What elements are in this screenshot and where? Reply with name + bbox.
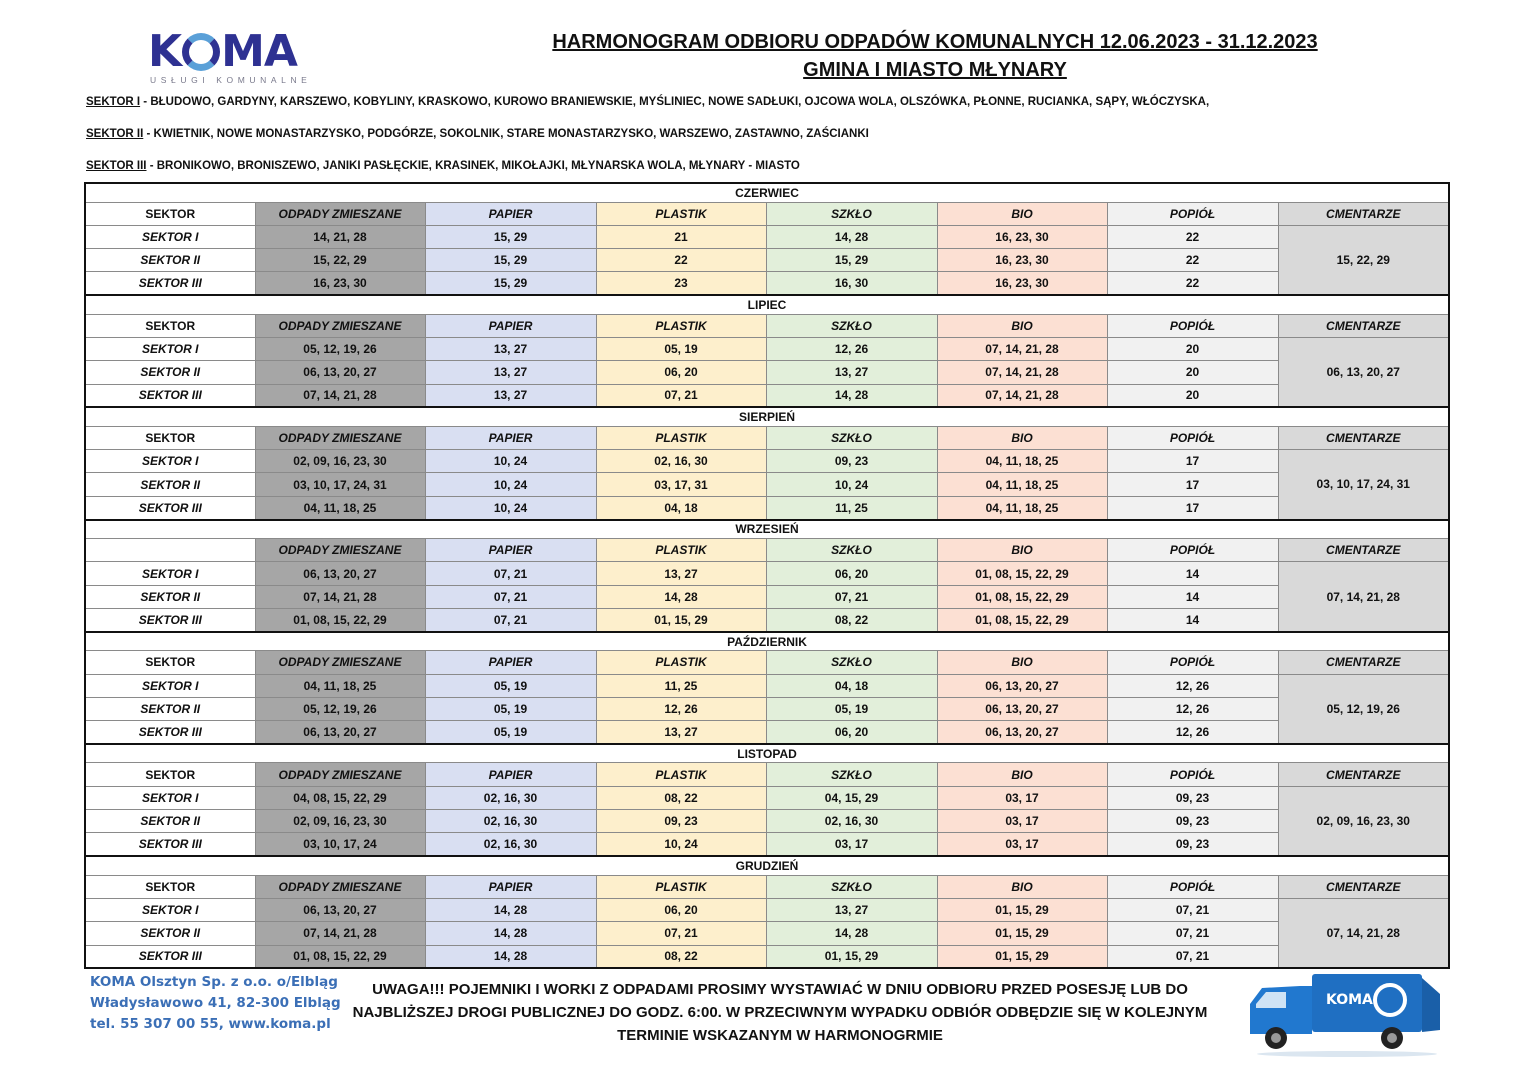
- cell-papier: 10, 24: [425, 450, 596, 473]
- cell-papier: 14, 28: [425, 898, 596, 921]
- month-name: PAŹDZIERNIK: [85, 632, 1449, 651]
- title-line-2: GMINA I MIASTO MŁYNARY: [803, 59, 1067, 81]
- column-header-papier: PAPIER: [425, 875, 596, 898]
- cell-papier: 13, 27: [425, 384, 596, 407]
- cell-odpady-zmieszane: 07, 14, 21, 28: [255, 922, 425, 945]
- cell-popiol: 20: [1107, 361, 1278, 384]
- row-label-sector: SEKTOR III: [85, 272, 255, 295]
- cell-szklo: 16, 30: [766, 272, 937, 295]
- sector-description: [86, 126, 1209, 158]
- cell-odpady-zmieszane: 06, 13, 20, 27: [255, 721, 425, 744]
- month-header-row: [85, 407, 1449, 426]
- cell-bio: 03, 17: [937, 786, 1107, 809]
- row-label-sector: SEKTOR III: [85, 384, 255, 407]
- collection-notice: UWAGA!!! POJEMNIKI I WORKI Z ODPADAMI PROSIMY WYSTAWIAĆ W DNIU ODBIORU PRZED POSESJĘ LUB DO NAJBLIŻSZEJ DROGI PUBLICZNEJ DO GODZ. 6:00. W PRZECIWNYM WYPADKU ODBIÓR ODBĘDZIE SIĘ W KOLEJNYM TERMINIE WSKAZANYM W HARMONOGRMIE: [352, 981, 1208, 1044]
- cell-odpady-zmieszane: 01, 08, 15, 22, 29: [255, 608, 425, 631]
- cell-popiol: 12, 26: [1107, 697, 1278, 720]
- cell-popiol: 20: [1107, 384, 1278, 407]
- cell-cmentarze: 05, 12, 19, 26: [1278, 674, 1449, 744]
- cell-bio: 16, 23, 30: [937, 272, 1107, 295]
- column-header-bio: BIO: [937, 539, 1107, 562]
- cell-cmentarze: 07, 14, 21, 28: [1278, 898, 1449, 968]
- month-header-row: [85, 744, 1449, 763]
- cell-papier: 07, 21: [425, 585, 596, 608]
- cell-bio: 06, 13, 20, 27: [937, 674, 1107, 697]
- wheel-hub: [1271, 1033, 1281, 1043]
- garbage-truck-image: [1242, 964, 1447, 1059]
- cell-bio: 04, 11, 18, 25: [937, 496, 1107, 519]
- column-header-papier: PAPIER: [425, 202, 596, 225]
- row-label-sector: SEKTOR III: [85, 833, 255, 856]
- cell-papier: 05, 19: [425, 721, 596, 744]
- sector-places: - BRONIKOWO, BRONISZEWO, JANIKI PASŁĘCKIE, KRASINEK, MIKOŁAJKI, MŁYNARSKA WOLA, MŁYNARY - MIASTO: [146, 160, 800, 172]
- cell-odpady-zmieszane: 01, 08, 15, 22, 29: [255, 945, 425, 968]
- cell-odpady-zmieszane: 15, 22, 29: [255, 249, 425, 272]
- month-header-row: [85, 295, 1449, 314]
- title-line-1: HARMONOGRAM ODBIORU ODPADÓW KOMUNALNYCH 12.06.2023 - 31.12.2023: [552, 31, 1318, 53]
- month-block: [85, 520, 1449, 632]
- cell-bio: 07, 14, 21, 28: [937, 384, 1107, 407]
- table-row: [85, 384, 1449, 407]
- column-header-bio: BIO: [937, 763, 1107, 786]
- cell-papier: 15, 29: [425, 272, 596, 295]
- row-label-sector: SEKTOR III: [85, 945, 255, 968]
- table-row: [85, 249, 1449, 272]
- month-name: LIPIEC: [85, 295, 1449, 314]
- cell-bio: 01, 15, 29: [937, 898, 1107, 921]
- cell-szklo: 15, 29: [766, 249, 937, 272]
- cell-bio: 06, 13, 20, 27: [937, 721, 1107, 744]
- column-header-sektor: SEKTOR: [85, 314, 255, 337]
- cell-popiol: 20: [1107, 337, 1278, 360]
- table-row: [85, 361, 1449, 384]
- column-header-cmentarze: CMENTARZE: [1278, 763, 1449, 786]
- cell-odpady-zmieszane: 04, 11, 18, 25: [255, 674, 425, 697]
- column-header-bio: BIO: [937, 651, 1107, 674]
- cell-szklo: 02, 16, 30: [766, 810, 937, 833]
- cell-odpady-zmieszane: 06, 13, 20, 27: [255, 898, 425, 921]
- truck-rear: [1422, 978, 1440, 1032]
- koma-logo: [148, 26, 333, 85]
- cell-papier: 15, 29: [425, 225, 596, 248]
- logo-letters-k: K: [148, 26, 182, 77]
- cell-bio: 01, 08, 15, 22, 29: [937, 562, 1107, 585]
- column-header-popiol: POPIÓŁ: [1107, 763, 1278, 786]
- month-name: WRZESIEŃ: [85, 520, 1449, 539]
- cell-plastik: 07, 21: [596, 384, 766, 407]
- column-header-plastik: PLASTIK: [596, 539, 766, 562]
- column-header-row: [85, 314, 1449, 337]
- column-header-odpady-zmieszane: ODPADY ZMIESZANE: [255, 763, 425, 786]
- column-header-bio: BIO: [937, 202, 1107, 225]
- cell-papier: 10, 24: [425, 473, 596, 496]
- cell-szklo: 08, 22: [766, 608, 937, 631]
- column-header-odpady-zmieszane: ODPADY ZMIESZANE: [255, 875, 425, 898]
- table-row: [85, 721, 1449, 744]
- cell-bio: 01, 15, 29: [937, 922, 1107, 945]
- cell-plastik: 07, 21: [596, 922, 766, 945]
- table-row: [85, 585, 1449, 608]
- cell-plastik: 01, 15, 29: [596, 608, 766, 631]
- cell-bio: 04, 11, 18, 25: [937, 473, 1107, 496]
- column-header-cmentarze: CMENTARZE: [1278, 875, 1449, 898]
- cell-popiol: 09, 23: [1107, 810, 1278, 833]
- row-label-sector: SEKTOR II: [85, 473, 255, 496]
- table-row: [85, 225, 1449, 248]
- column-header-odpady-zmieszane: ODPADY ZMIESZANE: [255, 651, 425, 674]
- row-label-sector: SEKTOR II: [85, 361, 255, 384]
- column-header-szklo: SZKŁO: [766, 539, 937, 562]
- column-header-szklo: SZKŁO: [766, 651, 937, 674]
- table-row: [85, 608, 1449, 631]
- column-header-popiol: POPIÓŁ: [1107, 875, 1278, 898]
- cell-plastik: 22: [596, 249, 766, 272]
- cell-odpady-zmieszane: 14, 21, 28: [255, 225, 425, 248]
- column-header-sektor: SEKTOR: [85, 651, 255, 674]
- month-block: [85, 856, 1449, 968]
- cell-popiol: 14: [1107, 585, 1278, 608]
- cell-szklo: 10, 24: [766, 473, 937, 496]
- month-block: [85, 295, 1449, 407]
- cell-plastik: 08, 22: [596, 786, 766, 809]
- cell-plastik: 04, 18: [596, 496, 766, 519]
- column-header-sektor: SEKTOR: [85, 202, 255, 225]
- column-header-plastik: PLASTIK: [596, 202, 766, 225]
- sector-description: [86, 94, 1209, 126]
- logo-wordmark: [148, 26, 333, 77]
- cell-szklo: 14, 28: [766, 384, 937, 407]
- cell-popiol: 22: [1107, 249, 1278, 272]
- cell-cmentarze: 06, 13, 20, 27: [1278, 337, 1449, 407]
- table-row: [85, 337, 1449, 360]
- cell-szklo: 12, 26: [766, 337, 937, 360]
- cell-cmentarze: 02, 09, 16, 23, 30: [1278, 786, 1449, 856]
- column-header-row: [85, 651, 1449, 674]
- column-header-row: [85, 875, 1449, 898]
- row-label-sector: SEKTOR II: [85, 585, 255, 608]
- cell-popiol: 14: [1107, 562, 1278, 585]
- logo-tagline: USŁUGI KOMUNALNE: [150, 75, 312, 85]
- cell-szklo: 05, 19: [766, 697, 937, 720]
- cell-bio: 07, 14, 21, 28: [937, 361, 1107, 384]
- row-label-sector: SEKTOR III: [85, 496, 255, 519]
- cell-bio: 16, 23, 30: [937, 225, 1107, 248]
- column-header-sektor: SEKTOR: [85, 875, 255, 898]
- column-header-sektor: SEKTOR: [85, 763, 255, 786]
- month-name: LISTOPAD: [85, 744, 1449, 763]
- cell-papier: 14, 28: [425, 945, 596, 968]
- column-header-szklo: SZKŁO: [766, 875, 937, 898]
- cell-popiol: 12, 26: [1107, 674, 1278, 697]
- cell-odpady-zmieszane: 16, 23, 30: [255, 272, 425, 295]
- sector-places: - BŁUDOWO, GARDYNY, KARSZEWO, KOBYLINY, KRASKOWO, KUROWO BRANIEWSKIE, MYŚLINIEC, NOWE SADŁUKI, OJCOWA WOLA, OLSZÓWKA, PŁONNE, RUCIANKA, SĄPY, WŁÓCZYSKA,: [140, 96, 1210, 108]
- cell-bio: 01, 15, 29: [937, 945, 1107, 968]
- table-row: [85, 450, 1449, 473]
- cell-plastik: 12, 26: [596, 697, 766, 720]
- cell-szklo: 09, 23: [766, 450, 937, 473]
- cell-popiol: 07, 21: [1107, 922, 1278, 945]
- cell-bio: 03, 17: [937, 833, 1107, 856]
- cell-popiol: 17: [1107, 450, 1278, 473]
- month-name: GRUDZIEŃ: [85, 856, 1449, 875]
- recycle-o-icon: [182, 33, 220, 71]
- row-label-sector: SEKTOR I: [85, 225, 255, 248]
- month-block: [85, 407, 1449, 519]
- column-header-papier: PAPIER: [425, 314, 596, 337]
- month-block: [85, 632, 1449, 744]
- cell-szklo: 14, 28: [766, 922, 937, 945]
- cell-papier: 02, 16, 30: [425, 786, 596, 809]
- cell-odpady-zmieszane: 03, 10, 17, 24: [255, 833, 425, 856]
- cell-plastik: 02, 16, 30: [596, 450, 766, 473]
- column-header-cmentarze: CMENTARZE: [1278, 426, 1449, 449]
- month-header-row: [85, 183, 1449, 202]
- wheel-hub: [1387, 1033, 1397, 1043]
- month-name: SIERPIEŃ: [85, 407, 1449, 426]
- column-header-szklo: SZKŁO: [766, 314, 937, 337]
- company-address: Władysławowo 41, 82-300 Elbląg: [90, 995, 341, 1011]
- column-header-plastik: PLASTIK: [596, 763, 766, 786]
- cell-plastik: 06, 20: [596, 361, 766, 384]
- cell-odpady-zmieszane: 05, 12, 19, 26: [255, 697, 425, 720]
- cell-szklo: 01, 15, 29: [766, 945, 937, 968]
- document-title: [420, 28, 1450, 84]
- cell-popiol: 09, 23: [1107, 833, 1278, 856]
- cell-popiol: 17: [1107, 473, 1278, 496]
- cell-odpady-zmieszane: 06, 13, 20, 27: [255, 562, 425, 585]
- table-row: [85, 833, 1449, 856]
- cell-odpady-zmieszane: 04, 11, 18, 25: [255, 496, 425, 519]
- cell-popiol: 07, 21: [1107, 898, 1278, 921]
- column-header-cmentarze: CMENTARZE: [1278, 314, 1449, 337]
- month-block: [85, 183, 1449, 295]
- cell-plastik: 08, 22: [596, 945, 766, 968]
- cell-popiol: 12, 26: [1107, 721, 1278, 744]
- cell-szklo: 06, 20: [766, 562, 937, 585]
- cell-plastik: 09, 23: [596, 810, 766, 833]
- cell-papier: 02, 16, 30: [425, 810, 596, 833]
- cell-bio: 16, 23, 30: [937, 249, 1107, 272]
- cell-odpady-zmieszane: 02, 09, 16, 23, 30: [255, 810, 425, 833]
- row-label-sector: SEKTOR III: [85, 721, 255, 744]
- table-row: [85, 272, 1449, 295]
- cell-bio: 01, 08, 15, 22, 29: [937, 585, 1107, 608]
- column-header-row: [85, 539, 1449, 562]
- column-header-sektor: [85, 539, 255, 562]
- cell-cmentarze: 03, 10, 17, 24, 31: [1278, 450, 1449, 520]
- column-header-bio: BIO: [937, 875, 1107, 898]
- column-header-szklo: SZKŁO: [766, 763, 937, 786]
- cell-papier: 15, 29: [425, 249, 596, 272]
- cell-popiol: 22: [1107, 272, 1278, 295]
- column-header-cmentarze: CMENTARZE: [1278, 539, 1449, 562]
- cell-plastik: 05, 19: [596, 337, 766, 360]
- company-name: KOMA Olsztyn Sp. z o.o. o/Elbląg: [90, 974, 338, 990]
- cell-szklo: 11, 25: [766, 496, 937, 519]
- row-label-sector: SEKTOR I: [85, 450, 255, 473]
- column-header-popiol: POPIÓŁ: [1107, 202, 1278, 225]
- column-header-odpady-zmieszane: ODPADY ZMIESZANE: [255, 426, 425, 449]
- month-header-row: [85, 520, 1449, 539]
- cell-papier: 13, 27: [425, 337, 596, 360]
- column-header-odpady-zmieszane: ODPADY ZMIESZANE: [255, 539, 425, 562]
- column-header-bio: BIO: [937, 314, 1107, 337]
- column-header-odpady-zmieszane: ODPADY ZMIESZANE: [255, 314, 425, 337]
- cell-plastik: 13, 27: [596, 721, 766, 744]
- column-header-row: [85, 763, 1449, 786]
- cell-szklo: 04, 15, 29: [766, 786, 937, 809]
- column-header-odpady-zmieszane: ODPADY ZMIESZANE: [255, 202, 425, 225]
- cell-papier: 10, 24: [425, 496, 596, 519]
- column-header-papier: PAPIER: [425, 763, 596, 786]
- sector-places: - KWIETNIK, NOWE MONASTARZYSKO, PODGÓRZE, SOKOLNIK, STARE MONASTARZYSKO, WARSZEWO, ZASTAWNO, ZAŚCIANKI: [143, 128, 869, 140]
- cell-bio: 07, 14, 21, 28: [937, 337, 1107, 360]
- month-name: CZERWIEC: [85, 183, 1449, 202]
- cell-papier: 07, 21: [425, 562, 596, 585]
- cell-papier: 05, 19: [425, 697, 596, 720]
- cell-popiol: 14: [1107, 608, 1278, 631]
- row-label-sector: SEKTOR I: [85, 786, 255, 809]
- row-label-sector: SEKTOR I: [85, 337, 255, 360]
- month-header-row: [85, 856, 1449, 875]
- row-label-sector: SEKTOR II: [85, 697, 255, 720]
- column-header-papier: PAPIER: [425, 426, 596, 449]
- cell-bio: 06, 13, 20, 27: [937, 697, 1107, 720]
- cell-popiol: 22: [1107, 225, 1278, 248]
- cell-plastik: 14, 28: [596, 585, 766, 608]
- row-label-sector: SEKTOR I: [85, 562, 255, 585]
- cell-odpady-zmieszane: 06, 13, 20, 27: [255, 361, 425, 384]
- table-row: [85, 473, 1449, 496]
- column-header-papier: PAPIER: [425, 539, 596, 562]
- column-header-sektor: SEKTOR: [85, 426, 255, 449]
- cell-plastik: 11, 25: [596, 674, 766, 697]
- cell-odpady-zmieszane: 03, 10, 17, 24, 31: [255, 473, 425, 496]
- cell-plastik: 03, 17, 31: [596, 473, 766, 496]
- cell-plastik: 10, 24: [596, 833, 766, 856]
- truck-shadow: [1257, 1051, 1437, 1057]
- sector-label: SEKTOR III: [86, 160, 147, 172]
- logo-letters-ma: MA: [221, 26, 297, 77]
- cell-bio: 03, 17: [937, 810, 1107, 833]
- cell-plastik: 23: [596, 272, 766, 295]
- cell-plastik: 21: [596, 225, 766, 248]
- column-header-plastik: PLASTIK: [596, 426, 766, 449]
- column-header-popiol: POPIÓŁ: [1107, 539, 1278, 562]
- row-label-sector: SEKTOR III: [85, 608, 255, 631]
- row-label-sector: SEKTOR II: [85, 810, 255, 833]
- table-row: [85, 786, 1449, 809]
- cell-popiol: 07, 21: [1107, 945, 1278, 968]
- column-header-papier: PAPIER: [425, 651, 596, 674]
- cell-szklo: 06, 20: [766, 721, 937, 744]
- column-header-szklo: SZKŁO: [766, 202, 937, 225]
- cell-papier: 13, 27: [425, 361, 596, 384]
- column-header-row: [85, 202, 1449, 225]
- column-header-plastik: PLASTIK: [596, 314, 766, 337]
- cell-bio: 04, 11, 18, 25: [937, 450, 1107, 473]
- column-header-plastik: PLASTIK: [596, 651, 766, 674]
- sector-list: [86, 94, 1209, 190]
- column-header-popiol: POPIÓŁ: [1107, 651, 1278, 674]
- cell-plastik: 13, 27: [596, 562, 766, 585]
- column-header-szklo: SZKŁO: [766, 426, 937, 449]
- column-header-popiol: POPIÓŁ: [1107, 314, 1278, 337]
- table-row: [85, 562, 1449, 585]
- company-phone-web: tel. 55 307 00 55, www.koma.pl: [90, 1016, 331, 1032]
- row-label-sector: SEKTOR II: [85, 249, 255, 272]
- cell-bio: 01, 08, 15, 22, 29: [937, 608, 1107, 631]
- cell-szklo: 04, 18: [766, 674, 937, 697]
- sector-label: SEKTOR II: [86, 128, 144, 140]
- cell-plastik: 06, 20: [596, 898, 766, 921]
- cell-cmentarze: 15, 22, 29: [1278, 225, 1449, 295]
- month-header-row: [85, 632, 1449, 651]
- table-row: [85, 898, 1449, 921]
- table-row: [85, 674, 1449, 697]
- table-row: [85, 922, 1449, 945]
- cell-odpady-zmieszane: 02, 09, 16, 23, 30: [255, 450, 425, 473]
- column-header-cmentarze: CMENTARZE: [1278, 651, 1449, 674]
- cell-popiol: 09, 23: [1107, 786, 1278, 809]
- row-label-sector: SEKTOR I: [85, 674, 255, 697]
- row-label-sector: SEKTOR I: [85, 898, 255, 921]
- table-row: [85, 496, 1449, 519]
- schedule-table: [84, 182, 1450, 969]
- cell-odpady-zmieszane: 04, 08, 15, 22, 29: [255, 786, 425, 809]
- cell-szklo: 03, 17: [766, 833, 937, 856]
- cell-szklo: 14, 28: [766, 225, 937, 248]
- truck-brand: KOMA: [1326, 992, 1373, 1008]
- cell-papier: 05, 19: [425, 674, 596, 697]
- cell-odpady-zmieszane: 05, 12, 19, 26: [255, 337, 425, 360]
- cell-odpady-zmieszane: 07, 14, 21, 28: [255, 384, 425, 407]
- cell-popiol: 17: [1107, 496, 1278, 519]
- cell-cmentarze: 07, 14, 21, 28: [1278, 562, 1449, 632]
- cell-szklo: 13, 27: [766, 361, 937, 384]
- cell-szklo: 07, 21: [766, 585, 937, 608]
- company-contact: [90, 972, 341, 1035]
- cell-papier: 14, 28: [425, 922, 596, 945]
- row-label-sector: SEKTOR II: [85, 922, 255, 945]
- column-header-row: [85, 426, 1449, 449]
- column-header-plastik: PLASTIK: [596, 875, 766, 898]
- column-header-popiol: POPIÓŁ: [1107, 426, 1278, 449]
- column-header-cmentarze: CMENTARZE: [1278, 202, 1449, 225]
- cell-papier: 07, 21: [425, 608, 596, 631]
- column-header-bio: BIO: [937, 426, 1107, 449]
- table-row: [85, 810, 1449, 833]
- cell-szklo: 13, 27: [766, 898, 937, 921]
- cell-papier: 02, 16, 30: [425, 833, 596, 856]
- sector-label: SEKTOR I: [86, 96, 141, 108]
- month-block: [85, 744, 1449, 856]
- cell-odpady-zmieszane: 07, 14, 21, 28: [255, 585, 425, 608]
- table-row: [85, 697, 1449, 720]
